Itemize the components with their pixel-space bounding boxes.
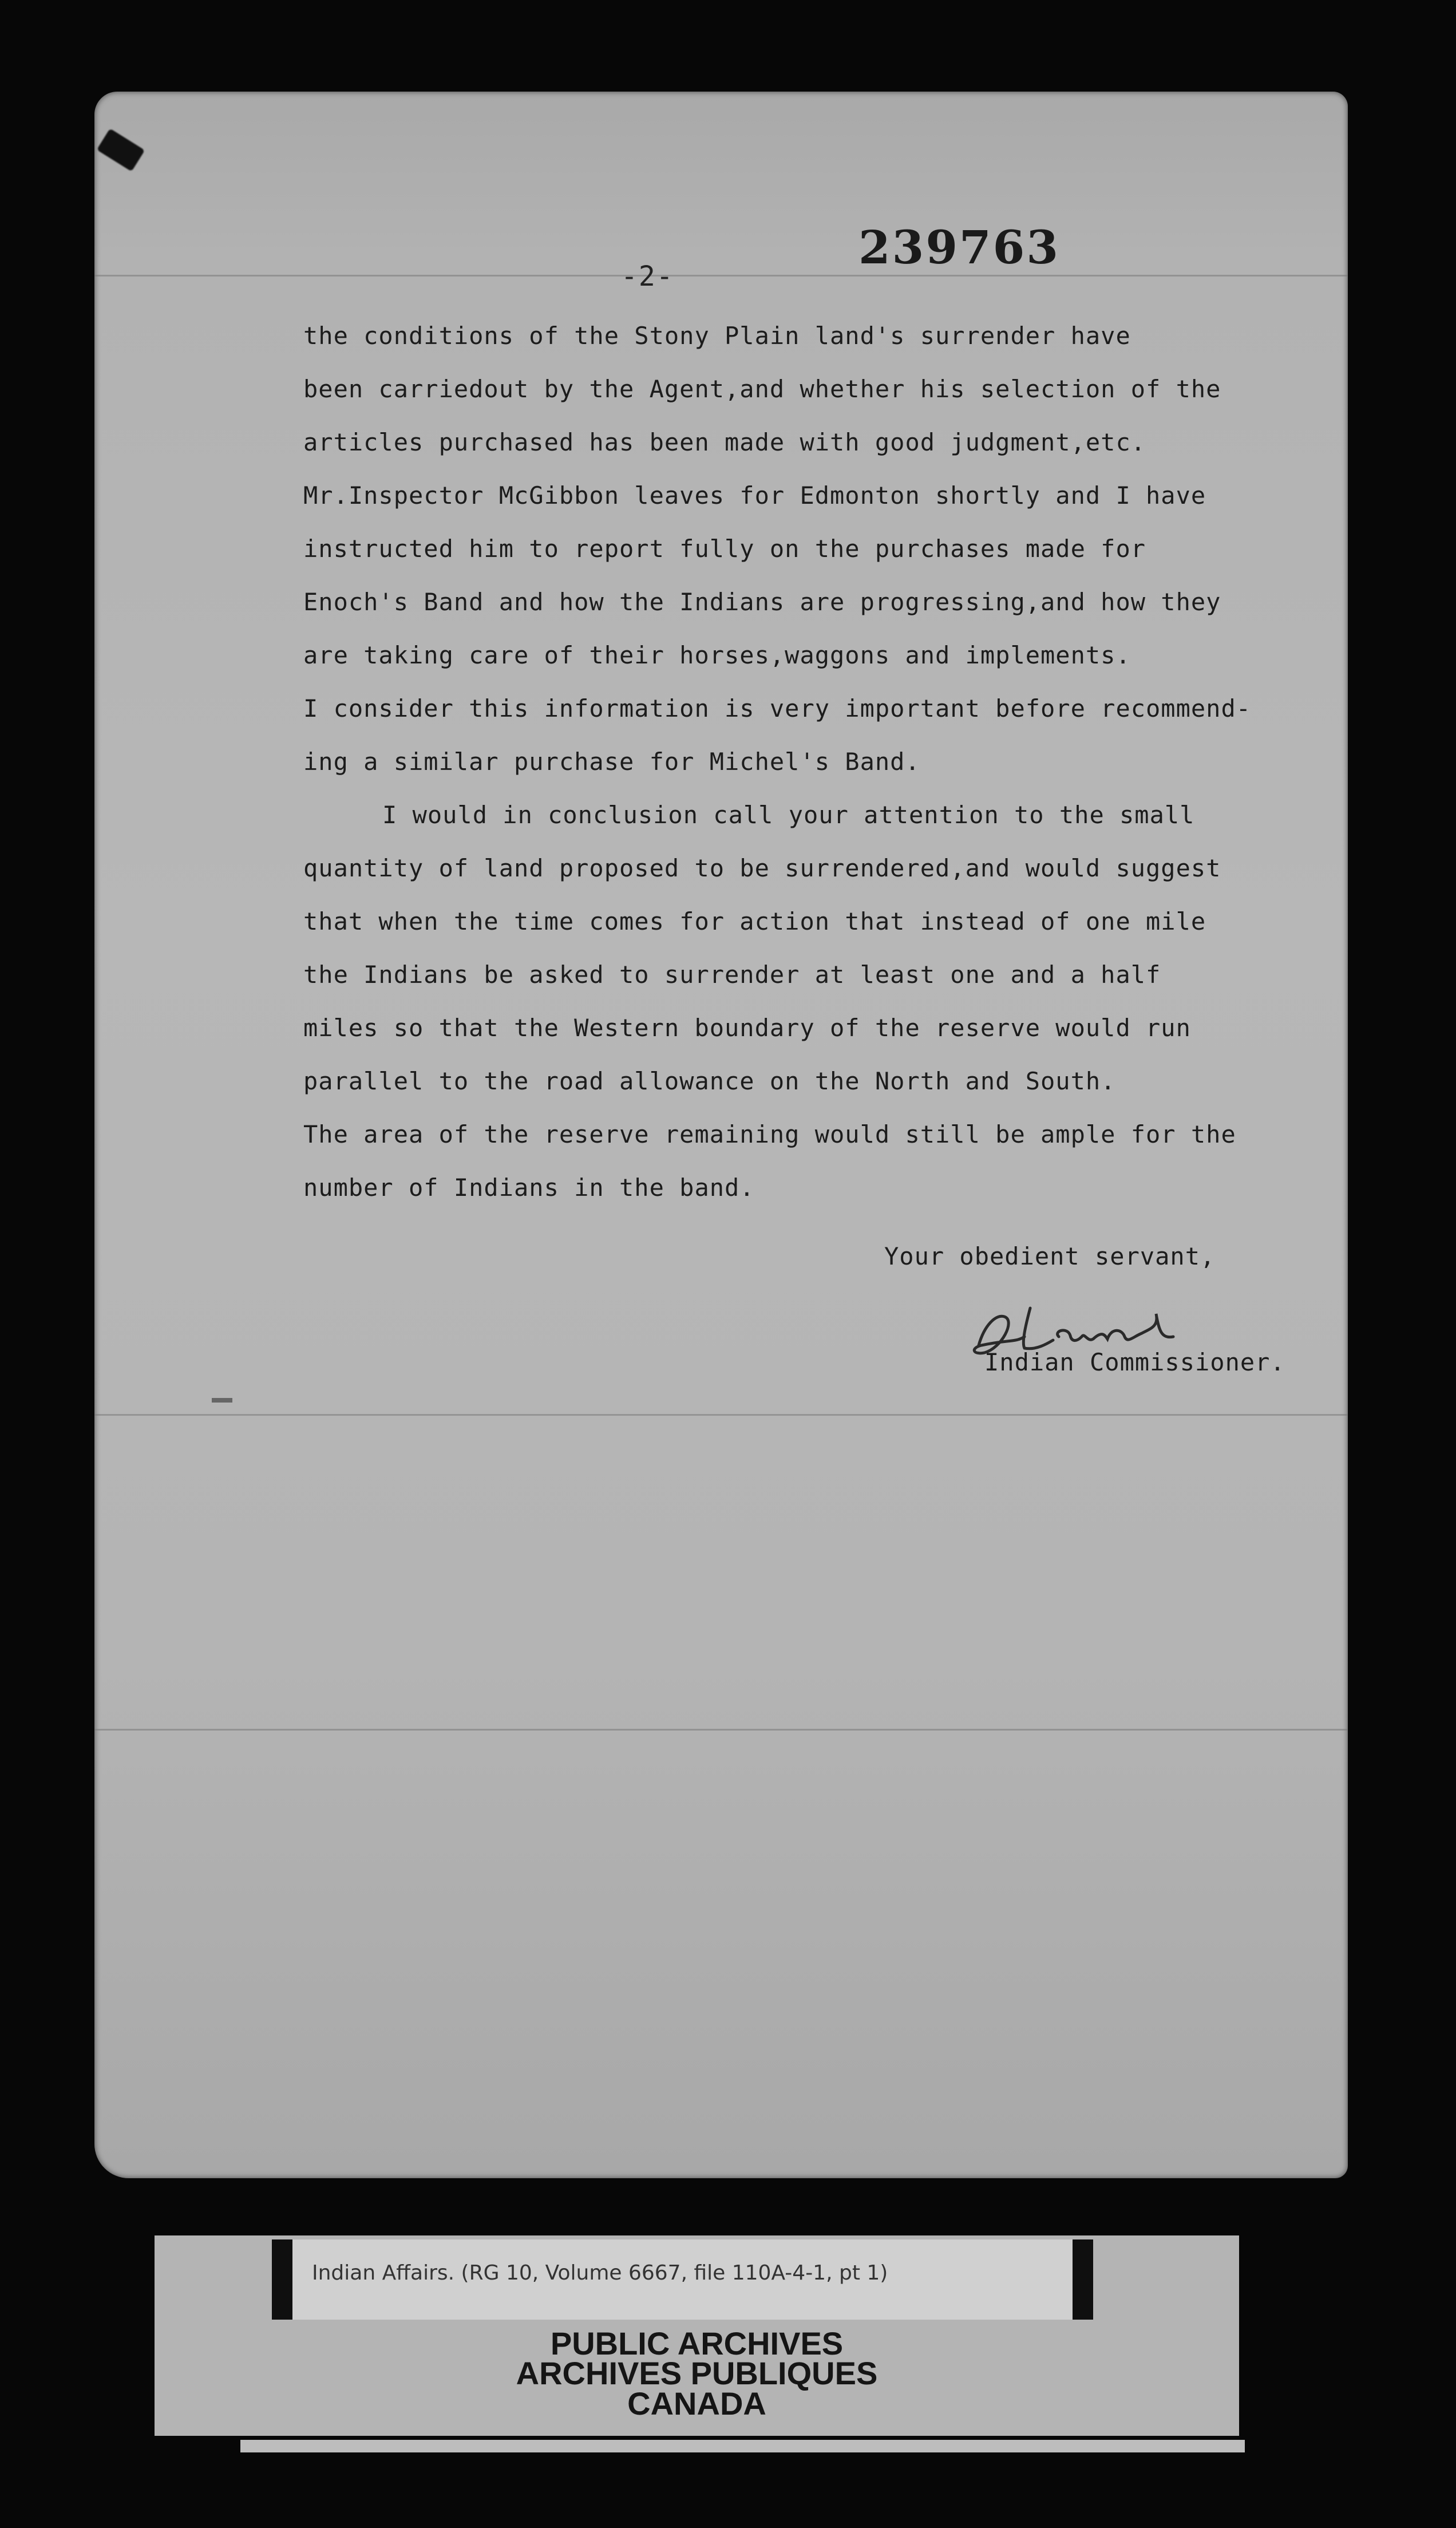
letter-line: the conditions of the Stony Plain land's surrender have — [303, 322, 1131, 350]
letter-line: miles so that the Western boundary of the reserve would run — [303, 1014, 1191, 1042]
letter-line: that when the time comes for action that instead of one mile — [303, 907, 1206, 935]
letter-line: are taking care of their horses,waggons and implements. — [303, 641, 1131, 669]
letter-body — [303, 309, 1334, 1214]
letter-line: Enoch's Band and how the Indians are progressing,and how they — [303, 588, 1221, 616]
letter-line: been carriedout by the Agent,and whether his selection of the — [303, 375, 1221, 403]
letter-line: quantity of land proposed to be surrendered,and would suggest — [303, 854, 1221, 882]
letter-line: instructed him to report fully on the purchases made for — [303, 535, 1146, 563]
letter-line: the Indians be asked to surrender at least one and a half — [303, 961, 1161, 989]
archive-citation: Indian Affairs. (RG 10, Volume 6667, file 110A-4-1, pt 1) — [312, 2261, 888, 2285]
archive-name-french: ARCHIVES PUBLIQUES — [516, 2355, 878, 2391]
letter-line: articles purchased has been made with good judgment,etc. — [303, 428, 1146, 456]
letter-line: parallel to the road allowance on the North and South. — [303, 1067, 1116, 1095]
letter-line: I would in conclusion call your attention to the small — [382, 801, 1195, 829]
letter-line: ing a similar purchase for Michel's Band. — [303, 748, 920, 776]
fold-line — [94, 1729, 1348, 1731]
fold-line — [94, 1414, 1348, 1416]
closing-salutation: Your obedient servant, — [884, 1242, 1216, 1270]
file-number-stamp: 239763 — [858, 220, 1060, 274]
signer-title: Indian Commissioner. — [984, 1348, 1285, 1376]
letter-line: number of Indians in the band. — [303, 1174, 755, 1202]
page-number: -2- — [621, 260, 674, 293]
letter-line: The area of the reserve remaining would still be ample for the — [303, 1120, 1236, 1148]
archive-name-country: CANADA — [627, 2385, 766, 2422]
fold-line — [94, 275, 1348, 276]
label-card-edge — [240, 2440, 1245, 2452]
archive-name-english: PUBLIC ARCHIVES — [550, 2325, 844, 2361]
pencil-mark — [212, 1398, 232, 1403]
letter-line: Mr.Inspector McGibbon leaves for Edmonton shortly and I have — [303, 481, 1206, 509]
letter-line: I consider this information is very important before recommend- — [303, 694, 1252, 722]
